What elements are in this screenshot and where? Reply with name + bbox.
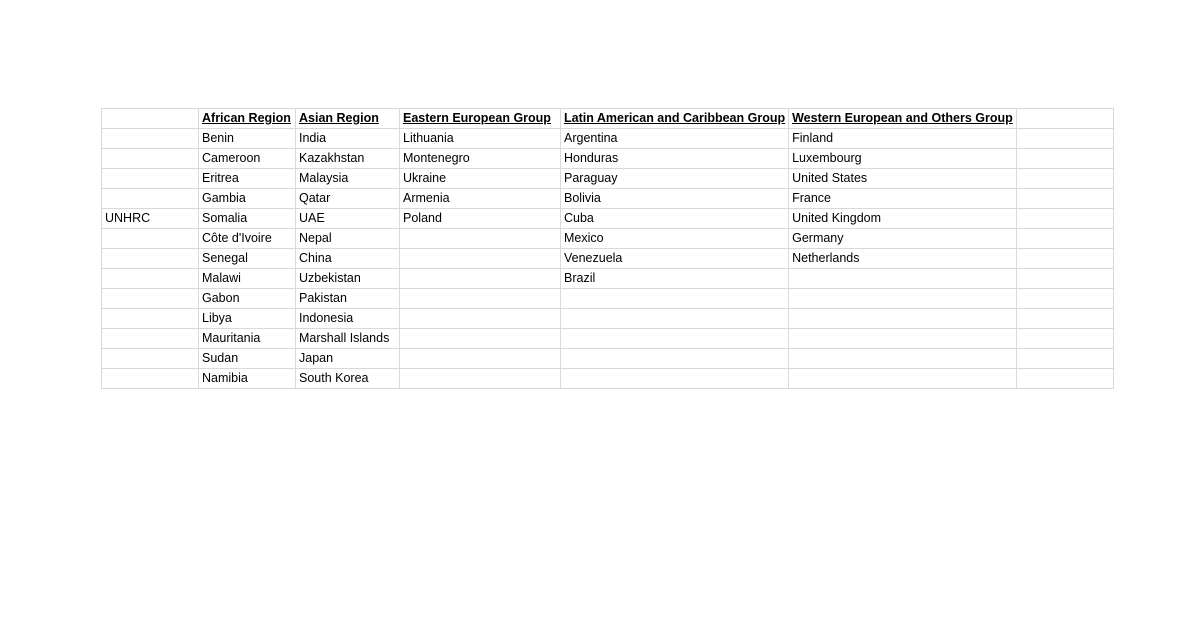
empty-cell[interactable] <box>1016 329 1113 349</box>
header-african-region[interactable]: African Region <box>199 109 296 129</box>
table-cell[interactable] <box>789 309 1017 329</box>
empty-cell[interactable] <box>1016 229 1113 249</box>
empty-cell[interactable] <box>1016 209 1113 229</box>
empty-header-cell[interactable] <box>1016 109 1113 129</box>
table-cell[interactable]: France <box>789 189 1017 209</box>
table-cell[interactable]: Benin <box>199 129 296 149</box>
table-cell[interactable]: Argentina <box>561 129 789 149</box>
table-row <box>102 369 1114 389</box>
table-cell[interactable]: Indonesia <box>296 309 400 329</box>
table-cell[interactable]: Sudan <box>199 349 296 369</box>
table-cell[interactable]: Libya <box>199 309 296 329</box>
table-cell[interactable]: India <box>296 129 400 149</box>
row-label-cell[interactable] <box>102 309 199 329</box>
table-cell[interactable] <box>400 229 561 249</box>
table-row <box>102 209 1114 229</box>
table-row <box>102 229 1114 249</box>
table-cell[interactable]: Gambia <box>199 189 296 209</box>
empty-cell[interactable] <box>1016 129 1113 149</box>
table-cell[interactable] <box>400 349 561 369</box>
table-cell[interactable]: Paraguay <box>561 169 789 189</box>
table-cell[interactable]: Pakistan <box>296 289 400 309</box>
table-row <box>102 329 1114 349</box>
empty-cell[interactable] <box>1016 309 1113 329</box>
empty-cell[interactable] <box>1016 169 1113 189</box>
table-cell[interactable]: Malawi <box>199 269 296 289</box>
table-cell[interactable]: Bolivia <box>561 189 789 209</box>
header-eastern-european-group[interactable]: Eastern European Group <box>400 109 561 129</box>
row-label-cell[interactable] <box>102 229 199 249</box>
row-label-cell[interactable] <box>102 129 199 149</box>
table-cell[interactable]: Eritrea <box>199 169 296 189</box>
row-label-unhrc[interactable]: UNHRC <box>102 209 199 229</box>
table-row <box>102 149 1114 169</box>
empty-cell[interactable] <box>1016 149 1113 169</box>
empty-cell[interactable] <box>1016 369 1113 389</box>
table-cell[interactable] <box>561 309 789 329</box>
table-cell[interactable] <box>400 369 561 389</box>
empty-cell[interactable] <box>1016 189 1113 209</box>
table-cell[interactable]: Venezuela <box>561 249 789 269</box>
row-label-cell[interactable] <box>102 189 199 209</box>
table-cell[interactable]: Poland <box>400 209 561 229</box>
table-cell[interactable]: Côte d'Ivoire <box>199 229 296 249</box>
table-cell[interactable]: Senegal <box>199 249 296 269</box>
header-latin-american-caribbean-group[interactable]: Latin American and Caribbean Group <box>561 109 789 129</box>
row-label-cell[interactable] <box>102 369 199 389</box>
table-cell[interactable]: Kazakhstan <box>296 149 400 169</box>
table-cell[interactable]: Mexico <box>561 229 789 249</box>
table-cell[interactable] <box>400 309 561 329</box>
table-cell[interactable]: Cameroon <box>199 149 296 169</box>
table-cell[interactable]: Uzbekistan <box>296 269 400 289</box>
table-cell[interactable]: Marshall Islands <box>296 329 400 349</box>
table-row <box>102 349 1114 369</box>
table-cell[interactable]: Ukraine <box>400 169 561 189</box>
table-cell[interactable]: Brazil <box>561 269 789 289</box>
table-cell[interactable] <box>789 289 1017 309</box>
row-label-cell[interactable] <box>102 269 199 289</box>
corner-cell[interactable] <box>102 109 199 129</box>
empty-cell[interactable] <box>1016 289 1113 309</box>
table-cell[interactable]: UAE <box>296 209 400 229</box>
table-cell[interactable]: Lithuania <box>400 129 561 149</box>
table-cell[interactable]: United Kingdom <box>789 209 1017 229</box>
row-label-cell[interactable] <box>102 349 199 369</box>
empty-cell[interactable] <box>1016 249 1113 269</box>
table-cell[interactable] <box>400 329 561 349</box>
table-cell[interactable]: Cuba <box>561 209 789 229</box>
table-cell[interactable]: Nepal <box>296 229 400 249</box>
header-western-european-others-group[interactable]: Western European and Others Group <box>789 109 1017 129</box>
empty-cell[interactable] <box>1016 269 1113 289</box>
table-cell[interactable] <box>789 329 1017 349</box>
table-cell[interactable]: Mauritania <box>199 329 296 349</box>
table-cell[interactable] <box>561 329 789 349</box>
header-asian-region[interactable]: Asian Region <box>296 109 400 129</box>
table-cell[interactable]: Japan <box>296 349 400 369</box>
table-cell[interactable]: South Korea <box>296 369 400 389</box>
table-cell[interactable]: Gabon <box>199 289 296 309</box>
row-label-cell[interactable] <box>102 329 199 349</box>
table-cell[interactable] <box>561 369 789 389</box>
table-cell[interactable]: Finland <box>789 129 1017 149</box>
table-cell[interactable] <box>789 369 1017 389</box>
table-cell[interactable] <box>789 269 1017 289</box>
table-cell[interactable]: Luxembourg <box>789 149 1017 169</box>
table-row <box>102 309 1114 329</box>
table-row <box>102 269 1114 289</box>
row-label-cell[interactable] <box>102 249 199 269</box>
empty-cell[interactable] <box>1016 349 1113 369</box>
table-cell[interactable]: Montenegro <box>400 149 561 169</box>
row-label-cell[interactable] <box>102 149 199 169</box>
table-cell[interactable]: Armenia <box>400 189 561 209</box>
table-cell[interactable] <box>789 349 1017 369</box>
table-cell[interactable] <box>561 289 789 309</box>
table-cell[interactable]: Netherlands <box>789 249 1017 269</box>
table-cell[interactable] <box>561 349 789 369</box>
table-cell[interactable]: Somalia <box>199 209 296 229</box>
table-row <box>102 249 1114 269</box>
row-label-cell[interactable] <box>102 289 199 309</box>
table-cell[interactable] <box>400 289 561 309</box>
header-row <box>102 109 1114 129</box>
table-cell[interactable]: Namibia <box>199 369 296 389</box>
table-cell[interactable]: Germany <box>789 229 1017 249</box>
row-label-cell[interactable] <box>102 169 199 189</box>
table-row <box>102 289 1114 309</box>
table-cell[interactable]: Qatar <box>296 189 400 209</box>
table-cell[interactable] <box>400 249 561 269</box>
table-cell[interactable]: Honduras <box>561 149 789 169</box>
unhrc-regions-table <box>101 108 1114 389</box>
table-row <box>102 189 1114 209</box>
table-cell[interactable]: Malaysia <box>296 169 400 189</box>
table-row <box>102 129 1114 149</box>
table-cell[interactable] <box>400 269 561 289</box>
table-row <box>102 169 1114 189</box>
table-cell[interactable]: United States <box>789 169 1017 189</box>
table-cell[interactable]: China <box>296 249 400 269</box>
